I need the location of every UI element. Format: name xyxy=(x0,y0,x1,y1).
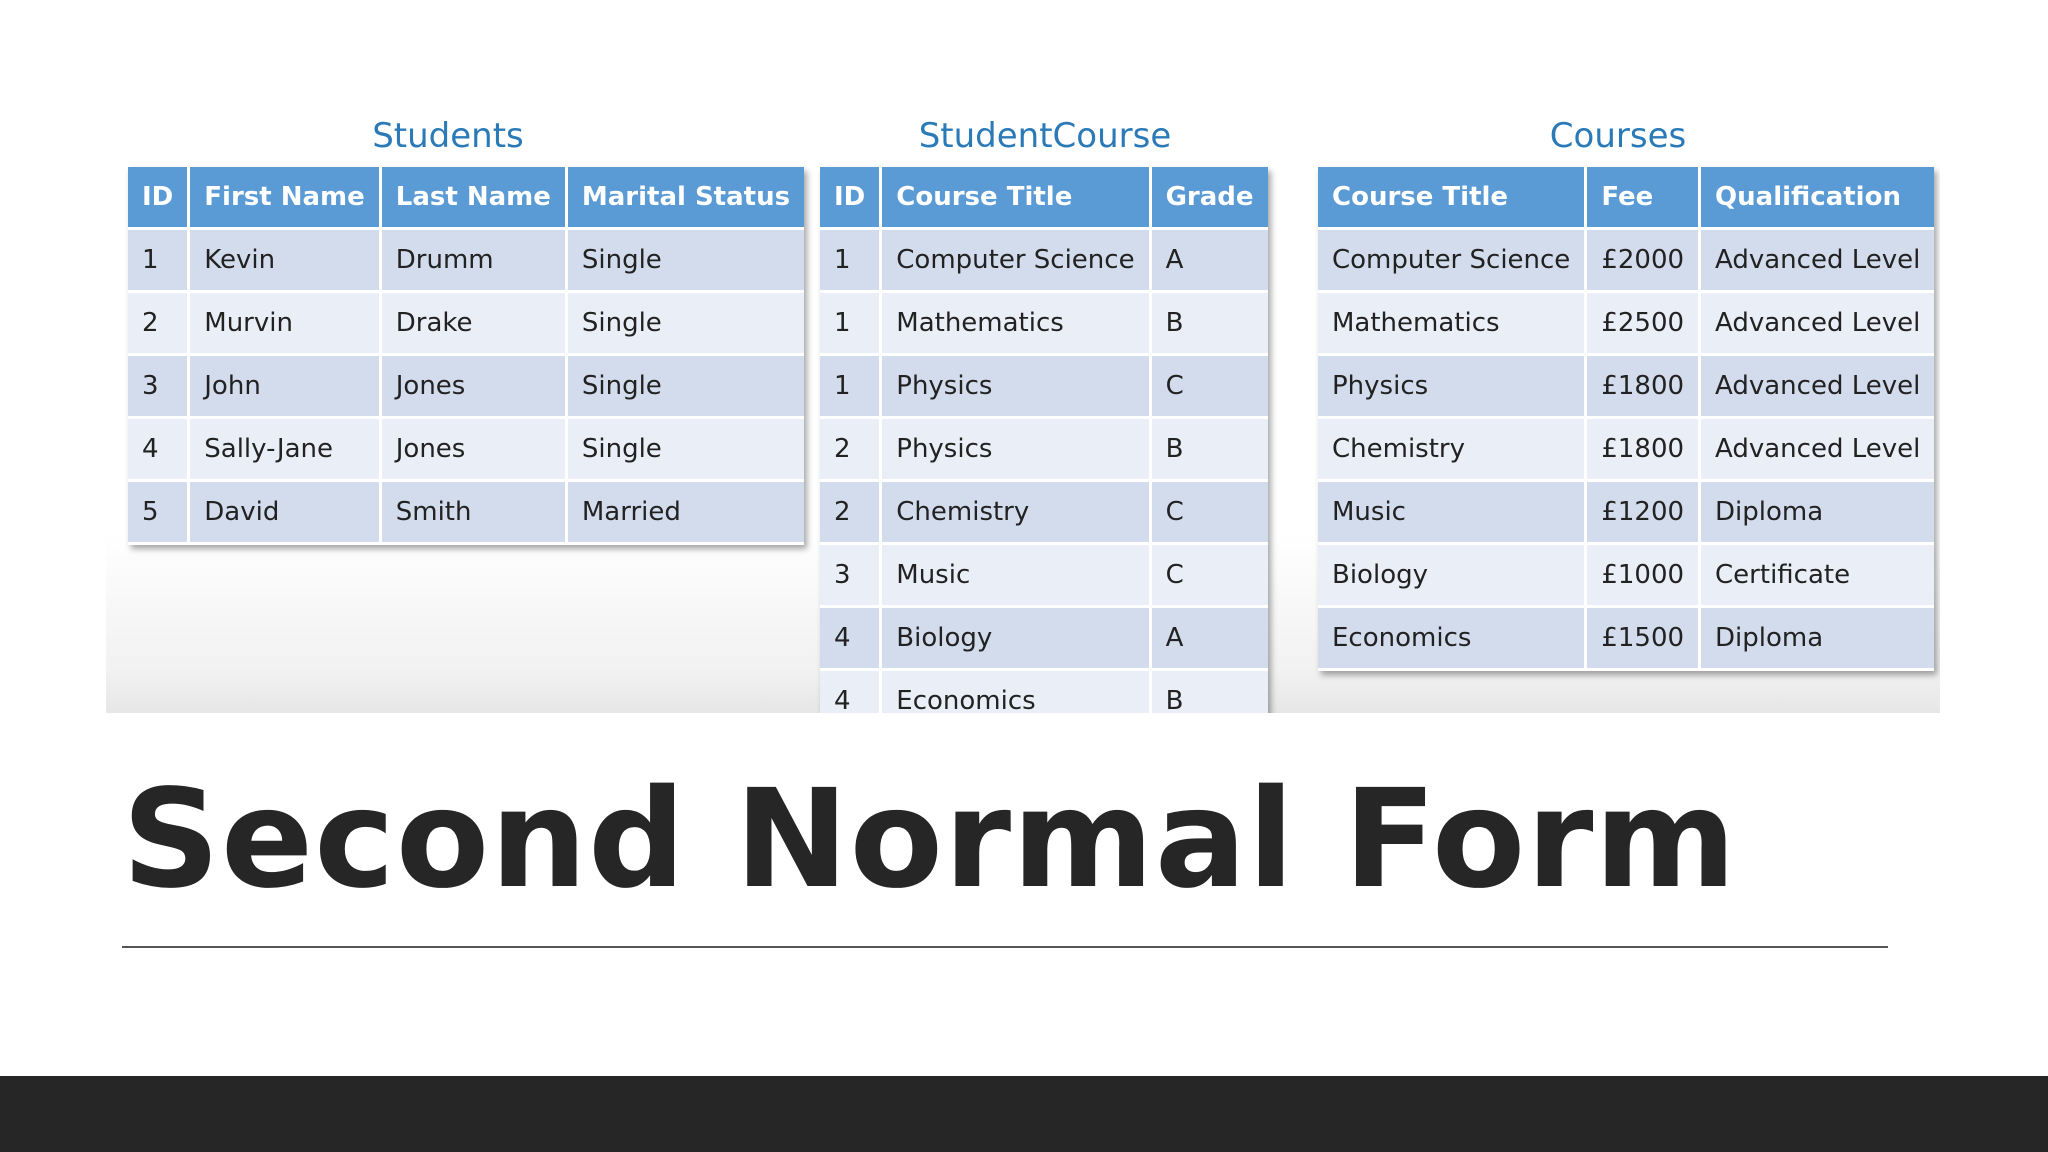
table-cell: Computer Science xyxy=(1318,230,1587,293)
table-cell: A xyxy=(1152,230,1268,293)
table-cell: 1 xyxy=(820,293,882,356)
table-row xyxy=(1318,230,1934,293)
courses-table xyxy=(1318,167,1934,671)
table-cell: C xyxy=(1152,545,1268,608)
table-cell: Single xyxy=(568,356,804,419)
table-cell: Sally-Jane xyxy=(190,419,381,482)
table-cell: Biology xyxy=(882,608,1151,671)
table-cell: £2000 xyxy=(1587,230,1701,293)
table-row xyxy=(1318,482,1934,545)
table-cell: £2500 xyxy=(1587,293,1701,356)
table-cell: Murvin xyxy=(190,293,381,356)
table-row xyxy=(1318,293,1934,356)
table-row xyxy=(1318,419,1934,482)
table-row xyxy=(820,608,1268,671)
table-cell: Single xyxy=(568,419,804,482)
table-cell: Physics xyxy=(1318,356,1587,419)
table-cell: £1000 xyxy=(1587,545,1701,608)
table-cell: 1 xyxy=(128,230,190,293)
table-cell: Married xyxy=(568,482,804,545)
table-cell: 4 xyxy=(128,419,190,482)
table-cell: C xyxy=(1152,482,1268,545)
table-row xyxy=(1318,356,1934,419)
table-row xyxy=(820,545,1268,608)
column-header: ID xyxy=(820,167,882,230)
table-cell: 1 xyxy=(820,356,882,419)
table-cell: 2 xyxy=(128,293,190,356)
table-cell: £1500 xyxy=(1587,608,1701,671)
table-cell: B xyxy=(1152,293,1268,356)
table-cell: Physics xyxy=(882,419,1151,482)
table-cell: 2 xyxy=(820,482,882,545)
table-cell: Advanced Level xyxy=(1701,419,1934,482)
table-cell: 4 xyxy=(820,608,882,671)
table-cell: Mathematics xyxy=(882,293,1151,356)
table-cell: Advanced Level xyxy=(1701,230,1934,293)
table-cell: B xyxy=(1152,671,1268,713)
table-row xyxy=(820,293,1268,356)
table-cell: Chemistry xyxy=(882,482,1151,545)
courses-table-block xyxy=(1318,113,1921,673)
table-cell: John xyxy=(190,356,381,419)
table-cell: Jones xyxy=(382,419,568,482)
table-cell: Advanced Level xyxy=(1701,293,1934,356)
table-cell: Diploma xyxy=(1701,608,1934,671)
table-cell: Diploma xyxy=(1701,482,1934,545)
table-cell: 2 xyxy=(820,419,882,482)
column-header: Last Name xyxy=(382,167,568,230)
table-cell: Certificate xyxy=(1701,545,1934,608)
courses-caption: Courses xyxy=(1549,116,1687,156)
table-row xyxy=(128,482,804,545)
table-cell: 4 xyxy=(820,671,882,713)
table-row xyxy=(128,230,804,293)
table-row xyxy=(1318,608,1934,671)
table-header-row xyxy=(128,167,804,230)
studentcourse-caption: StudentCourse xyxy=(918,116,1172,156)
table-row xyxy=(820,230,1268,293)
table-cell: Economics xyxy=(1318,608,1587,671)
table-cell: Music xyxy=(882,545,1151,608)
students-caption: Students xyxy=(372,116,524,156)
students-table-block xyxy=(128,113,791,573)
table-cell: Computer Science xyxy=(882,230,1151,293)
table-cell: Drake xyxy=(382,293,568,356)
column-header: Grade xyxy=(1152,167,1268,230)
table-cell: Jones xyxy=(382,356,568,419)
table-cell: David xyxy=(190,482,381,545)
column-header: Qualification xyxy=(1701,167,1934,230)
table-row xyxy=(1318,545,1934,608)
table-cell: 1 xyxy=(820,230,882,293)
column-header: Course Title xyxy=(1318,167,1587,230)
column-header: Marital Status xyxy=(568,167,804,230)
table-cell: 5 xyxy=(128,482,190,545)
table-cell: Physics xyxy=(882,356,1151,419)
slide-title: Second Normal Form xyxy=(122,761,1738,919)
table-row xyxy=(128,293,804,356)
table-cell: Kevin xyxy=(190,230,381,293)
table-cell: B xyxy=(1152,419,1268,482)
studentcourse-table-block xyxy=(820,113,1270,713)
footer-bar xyxy=(0,1076,2048,1152)
table-row xyxy=(128,419,804,482)
column-header: Fee xyxy=(1587,167,1701,230)
students-table xyxy=(128,167,804,545)
table-cell: Drumm xyxy=(382,230,568,293)
table-cell: 3 xyxy=(128,356,190,419)
embedded-table-screenshot xyxy=(106,113,1940,713)
table-cell: A xyxy=(1152,608,1268,671)
column-header: Course Title xyxy=(882,167,1151,230)
table-cell: Economics xyxy=(882,671,1151,713)
table-cell: Single xyxy=(568,293,804,356)
table-cell: Biology xyxy=(1318,545,1587,608)
table-row xyxy=(820,482,1268,545)
table-header-row xyxy=(1318,167,1934,230)
title-divider xyxy=(122,946,1888,948)
table-row xyxy=(820,671,1268,713)
table-header-row xyxy=(820,167,1268,230)
table-cell: Mathematics xyxy=(1318,293,1587,356)
table-cell: C xyxy=(1152,356,1268,419)
table-row xyxy=(820,356,1268,419)
table-cell: Advanced Level xyxy=(1701,356,1934,419)
column-header: ID xyxy=(128,167,190,230)
table-cell: £1200 xyxy=(1587,482,1701,545)
table-cell: Smith xyxy=(382,482,568,545)
table-cell: £1800 xyxy=(1587,356,1701,419)
studentcourse-table xyxy=(820,167,1268,713)
table-cell: £1800 xyxy=(1587,419,1701,482)
table-cell: 3 xyxy=(820,545,882,608)
table-cell: Music xyxy=(1318,482,1587,545)
column-header: First Name xyxy=(190,167,381,230)
table-cell: Chemistry xyxy=(1318,419,1587,482)
table-cell: Single xyxy=(568,230,804,293)
table-row xyxy=(820,419,1268,482)
table-row xyxy=(128,356,804,419)
